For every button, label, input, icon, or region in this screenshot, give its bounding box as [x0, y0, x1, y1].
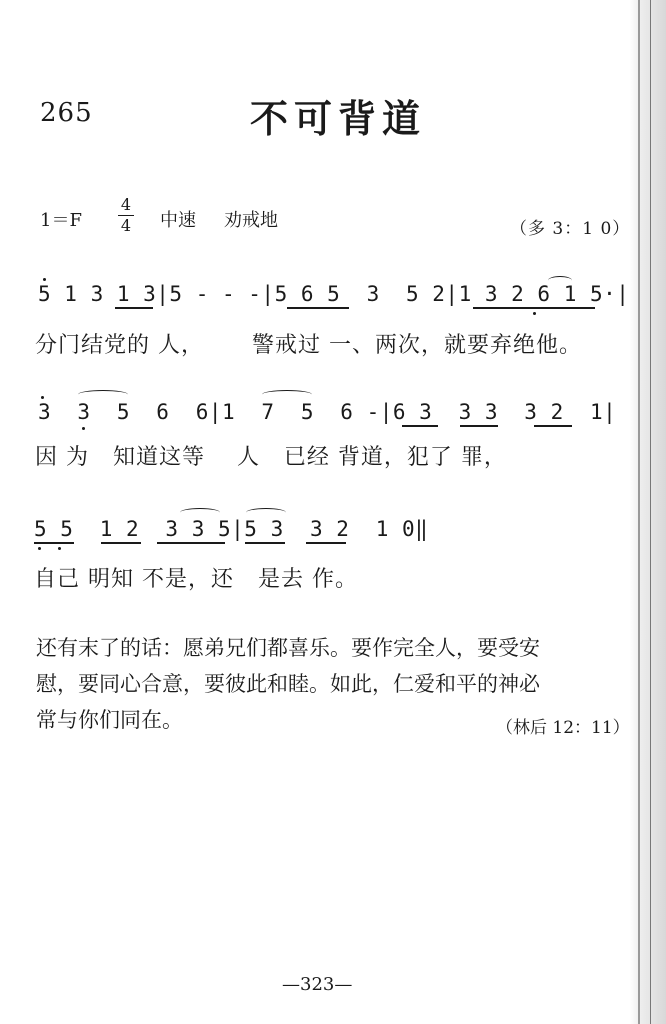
lyrics-line-3: 自己 明知 不是，还 是去 作。 [34, 567, 358, 592]
notation-line-3: 5 5 1 2 3 3 5|5 3 3 2 1 0‖ [34, 517, 429, 541]
beam-underline [534, 425, 572, 427]
octave-dot [82, 427, 85, 430]
time-signature-bottom: 4 [120, 216, 132, 235]
notation-line-1: 5 1 3 1 3|5 - - -|5 6 5 3 5 2|1 3 2 6 1 5·| [38, 282, 630, 306]
beam-underline [460, 425, 498, 427]
octave-dot [38, 547, 41, 550]
slur-mark [180, 508, 220, 517]
slur-mark [262, 390, 312, 399]
scripture-verse-reference: （林后 12：11） [496, 718, 630, 738]
hymn-number: 265 [40, 98, 93, 128]
beam-underline [245, 542, 285, 544]
time-signature-top: 4 [120, 195, 132, 214]
time-signature [118, 196, 134, 235]
slur-mark [246, 508, 286, 517]
scripture-reference-top: （多 3：1 0） [510, 219, 631, 239]
tempo-marking: 中速 [160, 210, 196, 231]
beam-underline [473, 307, 595, 309]
octave-dot [41, 396, 44, 399]
page-number: —323— [282, 974, 353, 995]
octave-dot [58, 547, 61, 550]
slur-mark [548, 276, 572, 285]
beam-underline [115, 307, 153, 309]
beam-underline [306, 542, 346, 544]
slur-mark [78, 390, 128, 399]
key-signature: 1＝F [40, 210, 82, 231]
octave-dot [43, 278, 46, 281]
beam-underline [101, 542, 141, 544]
notation-line-2: 3 3 5 6 6|1 7 5 6 -|6 3 3 3 3 2 1| [38, 400, 617, 424]
octave-dot [533, 312, 536, 315]
beam-underline [157, 542, 225, 544]
lyrics-line-1: 分门结党的 人， 警戒过 一、两次，就要弃绝他。 [35, 333, 582, 358]
scripture-verse-line-2: 慰，要同心合意，要彼此和睦。如此，仁爱和平的神必 [36, 672, 540, 696]
scripture-verse-line-3: 常与你们同在。 [36, 708, 183, 732]
scripture-verse-line-1: 还有末了的话：愿弟兄们都喜乐。要作完全人，要受安 [36, 636, 540, 660]
beam-underline [402, 425, 438, 427]
hymn-title: 不可背道 [250, 96, 427, 141]
beam-underline [34, 542, 74, 544]
expression-marking: 劝戒地 [224, 210, 278, 231]
book-spine-shadow [638, 0, 640, 1024]
lyrics-line-2: 因 为 知道这等 人 已经 背道，犯了 罪， [35, 445, 507, 470]
beam-underline [287, 307, 349, 309]
book-edge-line [650, 0, 651, 1024]
